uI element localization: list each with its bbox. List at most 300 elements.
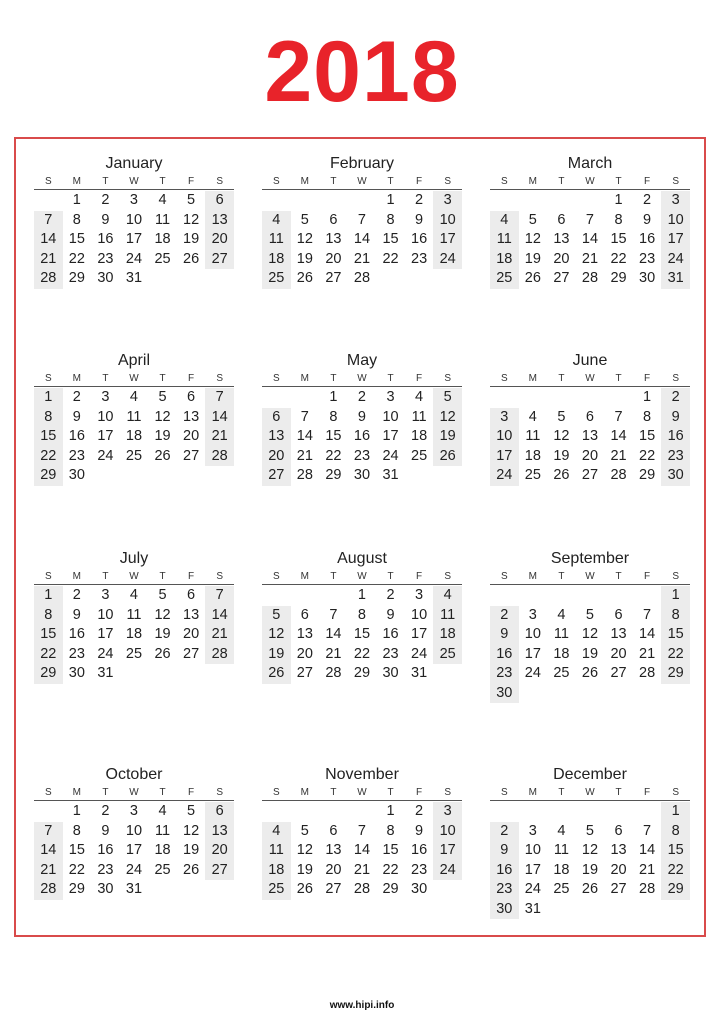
weekday-header: T	[558, 787, 565, 798]
day-cell: 18	[553, 645, 570, 662]
weekday-header: T	[159, 373, 166, 384]
day-cell: 1	[329, 389, 338, 405]
day-cell: 19	[581, 645, 599, 662]
empty-cell	[490, 802, 519, 822]
day-cell: 8	[72, 822, 81, 839]
day-cell: 21	[34, 250, 63, 270]
day-cell: 15	[610, 231, 627, 247]
week-row	[34, 230, 234, 250]
month-december	[490, 766, 690, 919]
day-cell: 2	[415, 803, 424, 819]
empty-cell	[433, 466, 462, 486]
month-name: July	[119, 550, 149, 567]
day-cell: 27	[183, 645, 200, 662]
weekday-header: F	[644, 571, 651, 582]
day-cell: 13	[325, 231, 342, 247]
empty-cell	[205, 664, 234, 684]
day-cell: 17	[433, 230, 462, 250]
day-cell: 8	[386, 211, 395, 228]
day-cell: 31	[125, 881, 143, 897]
weekday-header: S	[672, 176, 679, 187]
week-row	[490, 388, 690, 408]
weekday-header: S	[44, 176, 52, 187]
month-october	[34, 766, 234, 900]
day-cell: 7	[205, 388, 234, 408]
day-cell: 23	[661, 447, 690, 467]
day-cell: 23	[490, 664, 519, 684]
empty-cell	[120, 664, 149, 684]
day-cell: 17	[524, 645, 541, 662]
day-cell: 17	[125, 231, 143, 247]
weekday-header: T	[330, 571, 337, 582]
day-cell: 1	[386, 192, 395, 208]
day-cell: 24	[524, 665, 541, 681]
day-cell: 13	[610, 842, 627, 858]
day-cell: 3	[415, 587, 424, 603]
empty-cell	[177, 466, 206, 486]
day-cell: 5	[557, 408, 566, 425]
day-cell: 26	[296, 270, 313, 286]
day-cell: 16	[97, 842, 114, 858]
day-cell: 2	[386, 587, 395, 603]
empty-cell	[633, 900, 662, 920]
week-row	[262, 880, 462, 900]
empty-cell	[576, 900, 605, 920]
day-cell: 26	[183, 861, 200, 878]
month-april	[34, 352, 234, 486]
day-cell: 29	[353, 665, 371, 681]
weekday-header: M	[300, 176, 310, 187]
day-cell: 27	[183, 447, 200, 464]
day-cell: 8	[34, 408, 63, 428]
day-cell: 1	[643, 389, 652, 405]
empty-cell	[604, 802, 633, 822]
day-cell: 4	[129, 389, 138, 405]
empty-cell	[205, 880, 234, 900]
weekday-header: S	[216, 176, 223, 187]
day-cell: 27	[296, 665, 313, 681]
day-cell: 10	[125, 822, 143, 839]
weekday-header: M	[300, 571, 310, 582]
day-cell: 4	[262, 822, 291, 842]
weekday-header-row	[34, 785, 234, 801]
month-name: December	[553, 766, 627, 783]
day-cell: 24	[490, 466, 519, 486]
weekday-header: F	[644, 787, 651, 798]
empty-cell	[120, 466, 149, 486]
day-cell: 8	[72, 211, 81, 228]
day-cell: 17	[524, 861, 541, 878]
day-cell: 10	[411, 606, 428, 623]
day-cell: 27	[610, 665, 627, 681]
empty-cell	[519, 684, 548, 704]
day-cell: 5	[585, 822, 594, 839]
day-cell: 29	[639, 467, 656, 483]
week-row	[490, 841, 690, 861]
empty-cell	[148, 664, 177, 684]
day-cell: 19	[262, 645, 291, 665]
day-cell: 2	[72, 587, 81, 603]
day-cell: 15	[661, 625, 690, 645]
day-cell: 13	[581, 428, 599, 444]
week-row	[34, 645, 234, 665]
week-row	[490, 408, 690, 428]
weeks	[490, 802, 690, 919]
day-cell: 23	[353, 447, 371, 464]
day-cell: 16	[68, 428, 85, 444]
day-cell: 13	[205, 822, 234, 842]
week-row	[34, 269, 234, 289]
weekday-header: T	[387, 176, 394, 187]
day-cell: 2	[643, 192, 652, 208]
weeks	[262, 586, 462, 684]
empty-cell	[633, 684, 662, 704]
weekday-header: S	[216, 571, 223, 582]
day-cell: 28	[296, 467, 313, 483]
weeks	[34, 191, 234, 289]
weekday-header: F	[416, 571, 423, 582]
weekday-header: M	[528, 787, 538, 798]
week-row	[490, 211, 690, 231]
day-cell: 17	[382, 428, 399, 444]
day-cell: 30	[353, 467, 371, 483]
day-cell: 25	[411, 447, 428, 464]
weekday-header: S	[272, 373, 280, 384]
day-cell: 19	[581, 861, 599, 878]
day-cell: 20	[205, 841, 234, 861]
day-cell: 14	[353, 842, 371, 858]
day-cell: 16	[382, 626, 399, 642]
day-cell: 21	[353, 250, 371, 267]
weekday-header: M	[300, 787, 310, 798]
day-cell: 22	[325, 447, 342, 464]
day-cell: 29	[661, 664, 690, 684]
week-row	[34, 625, 234, 645]
empty-cell	[490, 388, 519, 408]
weekday-header: T	[159, 787, 166, 798]
week-row	[490, 625, 690, 645]
day-cell: 8	[614, 211, 623, 228]
day-cell: 7	[34, 822, 63, 842]
month-july	[34, 550, 234, 684]
day-cell: 3	[433, 802, 462, 822]
empty-cell	[291, 191, 320, 211]
day-cell: 7	[643, 822, 652, 839]
day-cell: 18	[125, 626, 143, 642]
day-cell: 29	[610, 270, 627, 286]
week-row	[262, 447, 462, 467]
weekday-header: F	[416, 373, 423, 384]
day-cell: 17	[490, 447, 519, 467]
weekday-header: S	[444, 176, 451, 187]
day-cell: 31	[125, 270, 143, 286]
empty-cell	[291, 586, 320, 606]
day-cell: 11	[553, 842, 569, 858]
day-cell: 19	[296, 861, 313, 878]
day-cell: 29	[382, 881, 399, 897]
week-row	[262, 625, 462, 645]
day-cell: 23	[382, 645, 399, 662]
day-cell: 9	[386, 606, 395, 623]
day-cell: 11	[155, 822, 171, 839]
weekday-header-row	[34, 569, 234, 585]
day-cell: 7	[357, 822, 366, 839]
month-name: August	[337, 550, 387, 567]
weekday-header: S	[444, 571, 451, 582]
day-cell: 3	[528, 822, 537, 839]
day-cell: 8	[357, 606, 366, 623]
day-cell: 28	[581, 270, 599, 286]
day-cell: 30	[68, 467, 85, 483]
day-cell: 1	[386, 803, 395, 819]
day-cell: 22	[34, 447, 63, 467]
weekday-header-row	[490, 569, 690, 585]
empty-cell	[661, 684, 690, 704]
day-cell: 28	[34, 880, 63, 900]
day-cell: 26	[154, 447, 171, 464]
empty-cell	[490, 191, 519, 211]
day-cell: 18	[433, 625, 462, 645]
weekday-header: F	[416, 787, 423, 798]
day-cell: 25	[262, 880, 291, 900]
weekday-header-row	[34, 371, 234, 387]
empty-cell	[576, 388, 605, 408]
month-name: January	[105, 155, 163, 172]
day-cell: 1	[357, 587, 366, 603]
empty-cell	[604, 586, 633, 606]
day-cell: 23	[490, 880, 519, 900]
weekday-header: T	[159, 571, 166, 582]
day-cell: 20	[262, 447, 291, 467]
day-cell: 20	[183, 428, 200, 444]
day-cell: 20	[325, 250, 342, 267]
weekday-header: W	[129, 176, 139, 187]
day-cell: 23	[97, 861, 114, 878]
day-cell: 25	[524, 467, 541, 483]
day-cell: 27	[325, 270, 342, 286]
day-cell: 13	[183, 606, 200, 623]
week-row	[262, 211, 462, 231]
day-cell: 9	[357, 408, 366, 425]
day-cell: 8	[34, 606, 63, 626]
weekday-header: S	[44, 373, 52, 384]
day-cell: 11	[411, 408, 427, 425]
weekday-header: T	[102, 787, 109, 798]
day-cell: 19	[553, 447, 570, 464]
day-cell: 21	[581, 250, 599, 267]
day-cell: 8	[661, 822, 690, 842]
day-cell: 27	[262, 466, 291, 486]
weekday-header: F	[644, 176, 651, 187]
week-row	[34, 822, 234, 842]
day-cell: 28	[353, 270, 371, 286]
day-cell: 31	[411, 665, 428, 681]
day-cell: 14	[296, 428, 313, 444]
day-cell: 14	[639, 626, 656, 642]
day-cell: 6	[262, 408, 291, 428]
weekday-header: W	[129, 373, 139, 384]
day-cell: 11	[262, 841, 291, 861]
weekday-header: T	[615, 176, 622, 187]
weekday-header: F	[188, 176, 195, 187]
day-cell: 22	[382, 250, 399, 267]
week-row	[34, 586, 234, 606]
day-cell: 7	[205, 586, 234, 606]
month-name: June	[572, 352, 608, 369]
day-cell: 16	[661, 427, 690, 447]
weekday-header: S	[500, 373, 508, 384]
empty-cell	[405, 269, 434, 289]
week-row	[262, 466, 462, 486]
day-cell: 8	[386, 822, 395, 839]
day-cell: 5	[262, 606, 291, 626]
weekday-header: W	[129, 571, 139, 582]
day-cell: 31	[97, 665, 114, 681]
weekday-header-row	[490, 785, 690, 801]
day-cell: 12	[183, 822, 200, 839]
day-cell: 22	[353, 645, 371, 662]
day-cell: 25	[154, 861, 171, 878]
empty-cell	[604, 684, 633, 704]
day-cell: 27	[581, 467, 599, 483]
footer-url: www.hipi.info	[329, 1000, 395, 1011]
day-cell: 12	[296, 231, 313, 247]
weekday-header: S	[444, 373, 451, 384]
day-cell: 26	[262, 664, 291, 684]
day-cell: 5	[585, 606, 594, 623]
day-cell: 5	[433, 388, 462, 408]
day-cell: 4	[557, 606, 566, 623]
day-cell: 2	[101, 803, 110, 819]
week-row	[262, 841, 462, 861]
day-cell: 29	[325, 467, 342, 483]
day-cell: 12	[154, 408, 171, 425]
week-row	[262, 802, 462, 822]
weekday-header: S	[272, 176, 280, 187]
month-may	[262, 352, 462, 486]
day-cell: 22	[34, 645, 63, 665]
weekday-header: S	[272, 787, 280, 798]
day-cell: 29	[34, 466, 63, 486]
empty-cell	[405, 466, 434, 486]
day-cell: 4	[490, 211, 519, 231]
weekday-header: F	[416, 176, 423, 187]
day-cell: 19	[524, 250, 541, 267]
weeks	[262, 802, 462, 900]
day-cell: 10	[97, 408, 114, 425]
day-cell: 4	[433, 586, 462, 606]
day-cell: 9	[101, 211, 110, 228]
day-cell: 26	[581, 665, 599, 681]
day-cell: 15	[325, 428, 342, 444]
week-row	[34, 861, 234, 881]
weekday-header: S	[444, 787, 451, 798]
day-cell: 26	[154, 645, 171, 662]
weekday-header: W	[585, 571, 595, 582]
day-cell: 30	[382, 665, 399, 681]
empty-cell	[433, 664, 462, 684]
day-cell: 25	[433, 645, 462, 665]
day-cell: 18	[125, 428, 143, 444]
day-cell: 9	[72, 606, 81, 623]
empty-cell	[319, 586, 348, 606]
day-cell: 19	[183, 842, 200, 858]
day-cell: 19	[154, 428, 171, 444]
day-cell: 28	[639, 665, 656, 681]
day-cell: 24	[661, 250, 690, 270]
day-cell: 9	[72, 408, 81, 425]
day-cell: 1	[614, 192, 623, 208]
day-cell: 24	[382, 447, 399, 464]
weekday-header: M	[72, 373, 82, 384]
day-cell: 6	[300, 606, 309, 623]
day-cell: 22	[661, 861, 690, 881]
day-cell: 4	[262, 211, 291, 231]
weekday-header: M	[528, 373, 538, 384]
day-cell: 19	[183, 231, 200, 247]
empty-cell	[205, 466, 234, 486]
weeks	[34, 586, 234, 684]
empty-cell	[519, 191, 548, 211]
day-cell: 5	[187, 192, 196, 208]
week-row	[262, 230, 462, 250]
weekday-header: S	[44, 787, 52, 798]
day-cell: 15	[382, 231, 399, 247]
day-cell: 25	[553, 665, 570, 681]
weekday-header-row	[262, 371, 462, 387]
day-cell: 14	[34, 230, 63, 250]
month-name: October	[105, 766, 163, 783]
day-cell: 22	[610, 250, 627, 267]
day-cell: 24	[97, 645, 114, 662]
empty-cell	[262, 802, 291, 822]
day-cell: 17	[411, 626, 428, 642]
day-cell: 2	[101, 192, 110, 208]
weekday-header: T	[102, 571, 109, 582]
weekday-header: S	[500, 787, 508, 798]
week-row	[262, 822, 462, 842]
weekday-header: M	[528, 176, 538, 187]
empty-cell	[519, 802, 548, 822]
day-cell: 4	[158, 192, 167, 208]
day-cell: 12	[553, 428, 570, 444]
day-cell: 11	[525, 428, 541, 444]
weekday-header: M	[72, 176, 82, 187]
weekday-header: T	[387, 373, 394, 384]
day-cell: 21	[205, 625, 234, 645]
day-cell: 12	[183, 211, 200, 228]
empty-cell	[576, 586, 605, 606]
day-cell: 16	[97, 231, 114, 247]
month-name: May	[346, 352, 378, 369]
empty-cell	[34, 191, 63, 211]
day-cell: 5	[300, 211, 309, 228]
week-row	[490, 900, 690, 920]
day-cell: 2	[490, 822, 519, 842]
day-cell: 23	[68, 645, 85, 662]
empty-cell	[91, 466, 120, 486]
day-cell: 9	[415, 211, 424, 228]
day-cell: 10	[661, 211, 690, 231]
day-cell: 23	[68, 447, 85, 464]
day-cell: 27	[205, 250, 234, 270]
week-row	[34, 880, 234, 900]
day-cell: 6	[187, 587, 196, 603]
day-cell: 18	[262, 250, 291, 270]
week-row	[34, 447, 234, 467]
week-row	[490, 645, 690, 665]
month-february	[262, 155, 462, 289]
